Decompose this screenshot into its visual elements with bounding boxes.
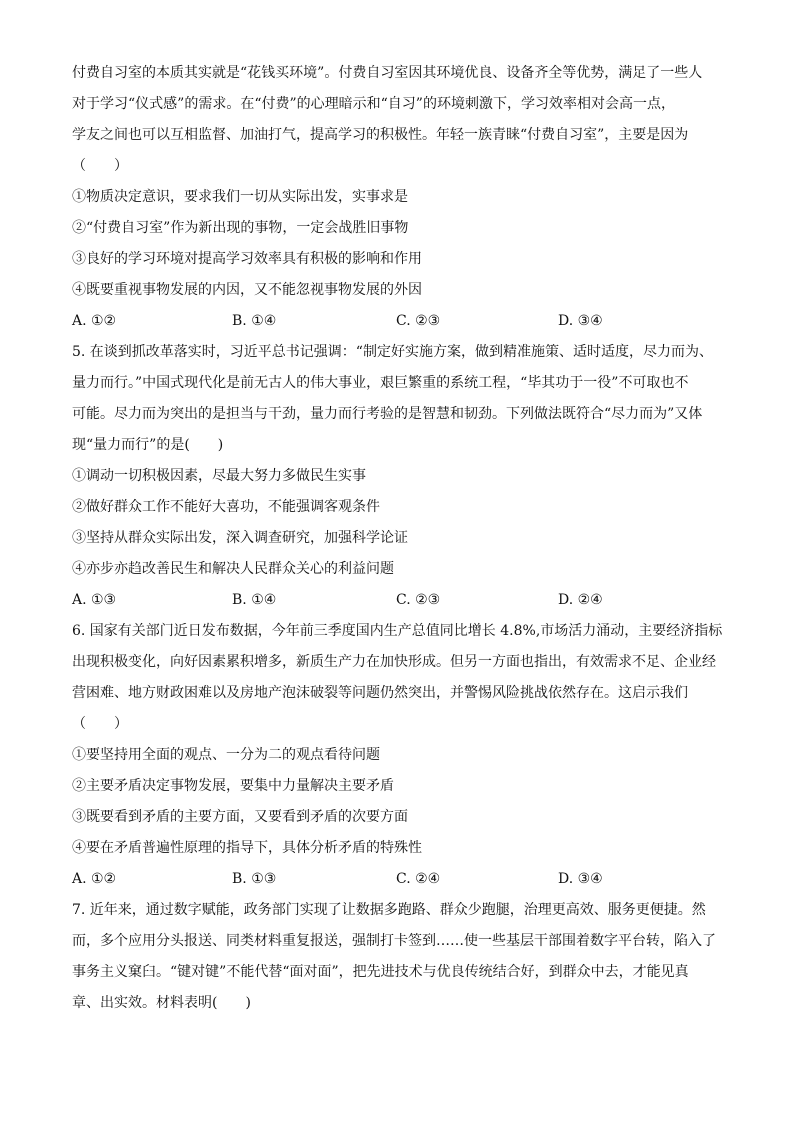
question-7-stem-line: 7. 近年来，通过数字赋能，政务部门实现了让数据多跑路、群众少跑腿，治理更高效、服务更便捷。然 xyxy=(72,902,706,918)
question-6-item-4: ④要在矛盾普遍性原理的指导下，具体分析矛盾的特殊性 xyxy=(72,840,422,856)
question-6-stem-line: 营困难、地方财政困难以及房地产泡沫破裂等问题仍然突出，并警惕风险挑战依然存在。这启示我们 xyxy=(72,685,688,701)
question-5-choices xyxy=(72,585,722,616)
question-7-stem-line: 事务主义窠臼。“键对键”不能代替“面对面”，把先进技术与优良传统结合好，到群众中去，才能见真 xyxy=(72,964,689,980)
question-6-choices xyxy=(72,864,722,895)
question-5-item-1: ①调动一切积极因素，尽最大努力多做民生实事 xyxy=(72,468,366,484)
question-5-item-4: ④亦步亦趋改善民生和解决人民群众关心的利益问题 xyxy=(72,561,394,577)
question-4-choice-a[interactable]: A. ①② xyxy=(72,313,117,329)
question-5-stem-line: 现“量力而行”的是( ) xyxy=(72,437,224,453)
question-4-choice-b[interactable]: B. ①④ xyxy=(232,313,277,329)
question-4-item-1: ①物质决定意识，要求我们一切从实际出发，实事求是 xyxy=(72,189,408,205)
question-7-stem-line: 章、出实效。材料表明( ) xyxy=(72,995,251,1011)
question-6-item-1: ①要坚持用全面的观点、一分为二的观点看待问题 xyxy=(72,747,380,763)
question-7 xyxy=(72,895,722,1019)
question-4-choice-c[interactable]: C. ②③ xyxy=(396,313,441,329)
question-6-choice-a[interactable]: A. ①② xyxy=(72,871,117,887)
question-6-stem-line: 6. 国家有关部门近日发布数据，今年前三季度国内生产总值同比增长 4.8%,市场活力涌动，主要经济指标 xyxy=(72,623,722,639)
question-5 xyxy=(72,337,722,616)
question-4-answer-blank: （ ） xyxy=(72,158,128,174)
question-4-stem-line: 对于学习“仪式感”的需求。在“付费”的心理暗示和“自习”的环境刺激下，学习效率相对会高一点， xyxy=(72,96,675,112)
question-5-stem-line: 5. 在谈到抓改革落实时，习近平总书记强调：“制定好实施方案，做到精准施策、适时适度，尽力而为、 xyxy=(72,344,713,360)
question-6-item-3: ③既要看到矛盾的主要方面，又要看到矛盾的次要方面 xyxy=(72,809,408,825)
question-4-item-2: ②“付费自习室”作为新出现的事物，一定会战胜旧事物 xyxy=(72,220,409,236)
question-5-choice-a[interactable]: A. ①③ xyxy=(72,592,117,608)
question-5-stem-line: 可能。尽力而为突出的是担当与干劲，量力而行考验的是智慧和韧劲。下列做法既符合“尽力而为”又体 xyxy=(72,406,703,422)
question-4-item-3: ③良好的学习环境对提高学习效率具有积极的影响和作用 xyxy=(72,251,422,267)
question-6-item-2: ②主要矛盾决定事物发展，要集中力量解决主要矛盾 xyxy=(72,778,394,794)
question-5-choice-d[interactable]: D. ②④ xyxy=(558,592,603,608)
question-6-stem-line: 出现积极变化，向好因素累积增多，新质生产力在加快形成。但另一方面也指出，有效需求不足、企业经 xyxy=(72,654,716,670)
question-5-choice-b[interactable]: B. ①④ xyxy=(232,592,277,608)
question-7-stem-line: 而，多个应用分头报送、同类材料重复报送，强制打卡签到……使一些基层干部围着数字平台转，陷入了 xyxy=(72,933,716,949)
question-6-choice-c[interactable]: C. ②④ xyxy=(396,871,441,887)
question-6 xyxy=(72,616,722,895)
question-6-answer-blank: （ ） xyxy=(72,716,128,732)
question-4 xyxy=(72,58,722,337)
question-6-choice-d[interactable]: D. ③④ xyxy=(558,871,603,887)
question-4-choice-d[interactable]: D. ③④ xyxy=(558,313,603,329)
question-4-choices xyxy=(72,306,722,337)
question-4-stem-line: 付费自习室的本质其实就是“花钱买环境”。付费自习室因其环境优良、设备齐全等优势，满足了一些人 xyxy=(72,65,703,81)
question-6-choice-b[interactable]: B. ①③ xyxy=(232,871,277,887)
question-5-stem-line: 量力而行。”中国式现代化是前无古人的伟大事业，艰巨繁重的系统工程，“毕其功于一役”不可取也不 xyxy=(72,375,689,391)
question-5-item-3: ③坚持从群众实际出发，深入调查研究，加强科学论证 xyxy=(72,530,408,546)
question-4-stem-line: 学友之间也可以互相监督、加油打气，提高学习的积极性。年轻一族青睐“付费自习室”，主要是因为 xyxy=(72,127,689,143)
question-5-choice-c[interactable]: C. ②③ xyxy=(396,592,441,608)
question-4-item-4: ④既要重视事物发展的内因，又不能忽视事物发展的外因 xyxy=(72,282,422,298)
question-5-item-2: ②做好群众工作不能好大喜功，不能强调客观条件 xyxy=(72,499,380,515)
